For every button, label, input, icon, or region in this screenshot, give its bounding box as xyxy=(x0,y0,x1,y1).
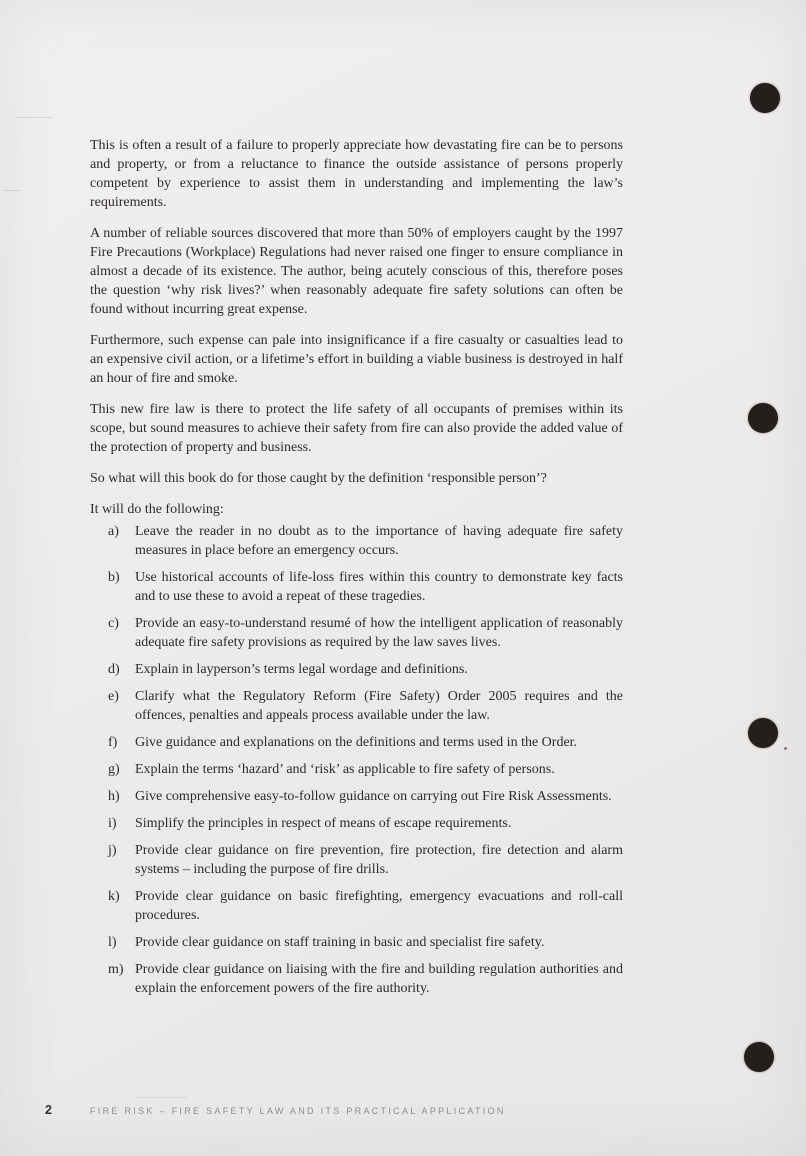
list-item xyxy=(90,687,623,725)
list-marker: d) xyxy=(108,662,120,677)
list-marker: j) xyxy=(108,843,117,858)
list-item-text: Leave the reader in no doubt as to the importance of having adequate fire safety measures in place before an emergency occurs. xyxy=(135,524,623,558)
list-item-text: Use historical accounts of life-loss fires within this country to demonstrate key facts and to use these to avoid a repeat of these tragedies. xyxy=(135,570,623,604)
list-marker: c) xyxy=(108,616,119,631)
list-item-text: Give guidance and explanations on the definitions and terms used in the Order. xyxy=(135,735,578,750)
list-item-text: Provide clear guidance on liaising with the fire and building regulation authorities and explain the enforcement powers of the fire authority. xyxy=(135,962,623,996)
list-item xyxy=(90,841,623,879)
running-footer-title: FIRE RISK – FIRE SAFETY LAW AND ITS PRACTICAL APPLICATION xyxy=(90,1106,506,1116)
list-marker: l) xyxy=(108,935,117,950)
binding-hole-dot xyxy=(748,718,778,748)
paper-crease xyxy=(136,1097,188,1098)
list-marker: e) xyxy=(108,689,119,704)
list-item xyxy=(90,614,623,652)
list-marker: a) xyxy=(108,524,119,539)
list-item xyxy=(90,760,623,779)
paragraph: This is often a result of a failure to properly appreciate how devastating fire can be to persons and property, or from a reluctance to finance the outside assistance of persons properly competent by experience to assist them in understanding and implementing the law’s requirements. xyxy=(90,138,623,210)
paragraph: A number of reliable sources discovered that more than 50% of employers caught by the 1997 Fire Precautions (Workplace) Regulations had never raised one finger to ensure compliance in almost a decade of its existence. The author, being acutely conscious of this, therefore poses the question ‘why risk lives?’ when reasonably adequate fire safety solutions can often be found without incurring great expense. xyxy=(90,226,623,317)
page-number: 2 xyxy=(45,1103,52,1117)
paragraph: Furthermore, such expense can pale into insignificance if a fire casualty or casualties lead to an expensive civil action, or a lifetime’s effort in building a viable business is destroyed in half an hour of fire and smoke. xyxy=(90,333,623,386)
list-item-text: Provide clear guidance on fire prevention, fire protection, fire detection and alarm systems – including the purpose of fire drills. xyxy=(135,843,623,877)
list-item-text: Simplify the principles in respect of means of escape requirements. xyxy=(135,816,512,831)
list-item xyxy=(90,522,623,560)
paper-crease xyxy=(4,190,21,191)
list-marker: k) xyxy=(108,889,120,904)
binding-hole-dot xyxy=(750,83,780,113)
list-item-text: Provide an easy-to-understand resumé of how the intelligent application of reasonably adequate fire safety provisions as required by the law saves lives. xyxy=(135,616,623,650)
list-item xyxy=(90,960,623,998)
scan-speck xyxy=(784,747,787,750)
list-item xyxy=(90,933,623,952)
list-item-text: Clarify what the Regulatory Reform (Fire Safety) Order 2005 requires and the offences, penalties and appeals process available under the law. xyxy=(135,689,623,723)
list-marker: g) xyxy=(108,762,120,777)
list-marker: b) xyxy=(108,570,120,585)
question-line: So what will this book do for those caught by the definition ‘responsible person’? xyxy=(90,471,547,486)
paragraph: This new fire law is there to protect the life safety of all occupants of premises within its scope, but sound measures to achieve their safety from fire can also provide the added value of the protection of property and business. xyxy=(90,402,623,455)
list-marker: i) xyxy=(108,816,117,831)
list-marker: h) xyxy=(108,789,120,804)
list-item xyxy=(90,568,623,606)
page-body xyxy=(90,136,623,1006)
paper-crease xyxy=(15,117,53,118)
binding-hole-dot xyxy=(748,403,778,433)
list-item-text: Provide clear guidance on staff training in basic and specialist fire safety. xyxy=(135,935,545,950)
list-marker: f) xyxy=(108,735,118,750)
list-item-text: Provide clear guidance on basic firefighting, emergency evacuations and roll-call procedures. xyxy=(135,889,623,923)
list-item-text: Give comprehensive easy-to-follow guidance on carrying out Fire Risk Assessments. xyxy=(135,789,612,804)
page-footer xyxy=(45,1103,765,1125)
list-item xyxy=(90,887,623,925)
list-item xyxy=(90,733,623,752)
list-item xyxy=(90,814,623,833)
list-item xyxy=(90,787,623,806)
list-item xyxy=(90,660,623,679)
binding-hole-dot xyxy=(744,1042,774,1072)
list-item-text: Explain in layperson’s terms legal wordage and definitions. xyxy=(135,662,468,677)
list-intro: It will do the following: xyxy=(90,502,224,517)
lettered-list xyxy=(90,522,623,998)
list-marker: m) xyxy=(108,962,124,977)
list-item-text: Explain the terms ‘hazard’ and ‘risk’ as applicable to fire safety of persons. xyxy=(135,762,555,777)
